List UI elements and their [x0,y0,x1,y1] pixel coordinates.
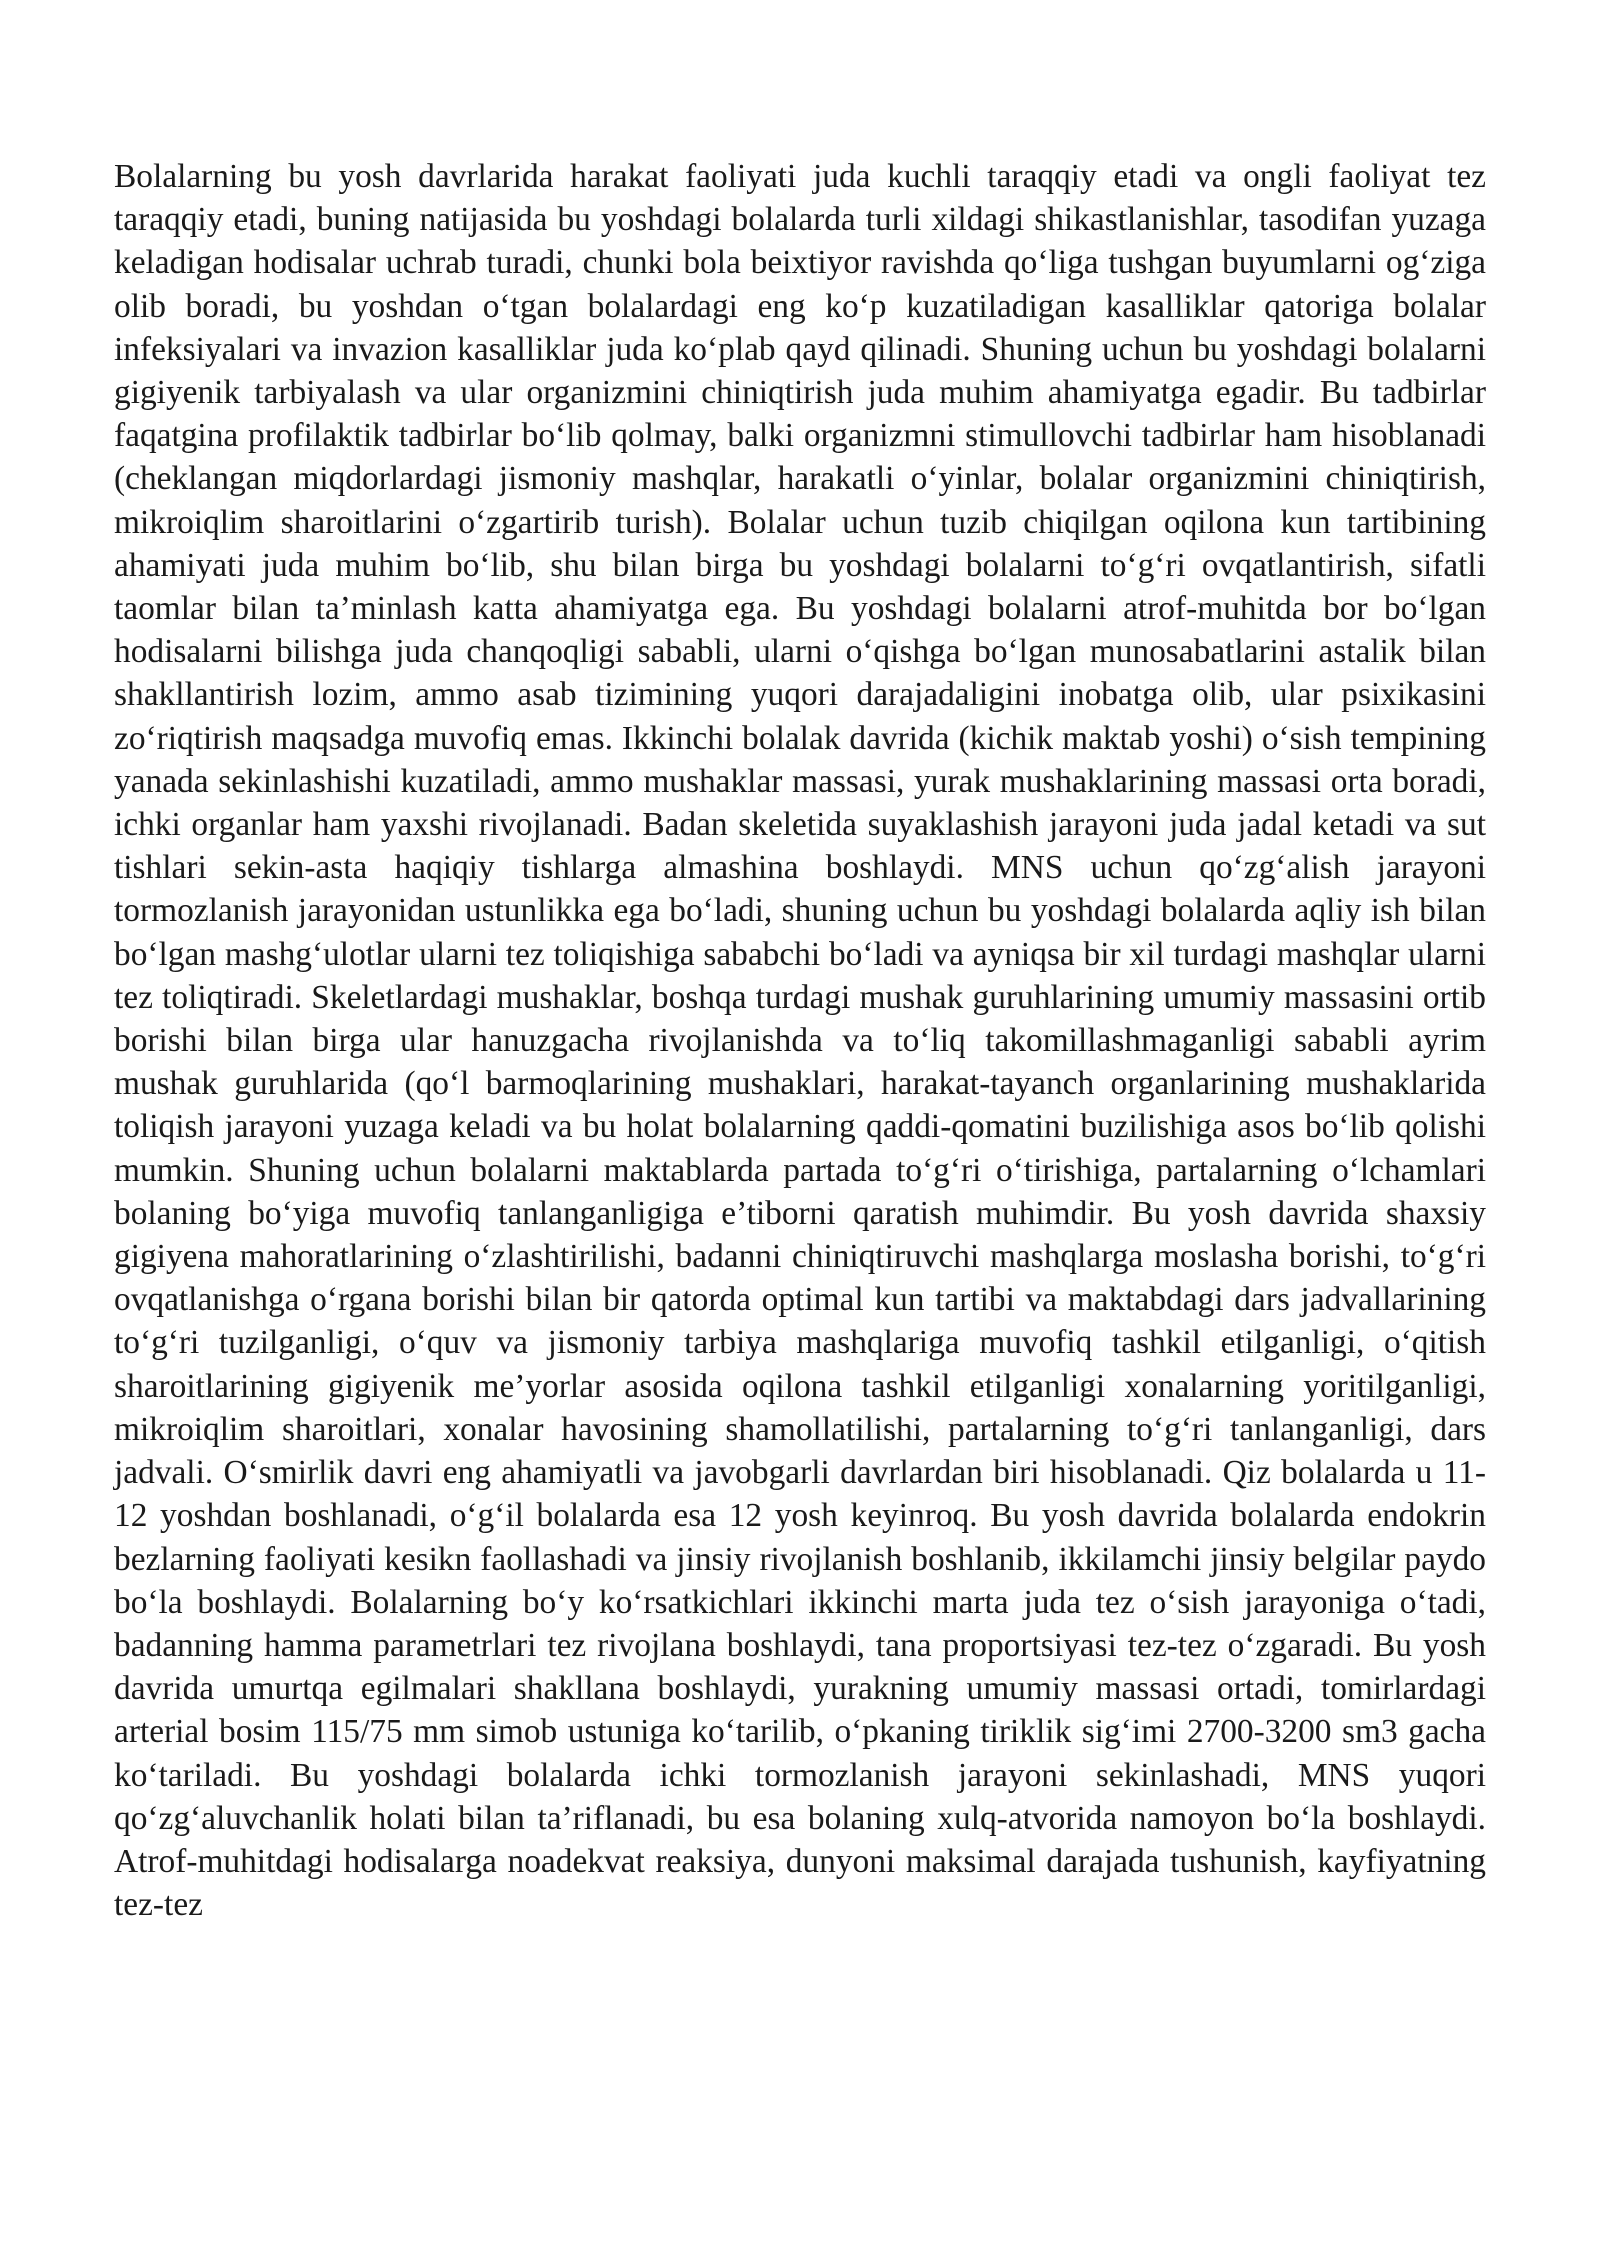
body-paragraph: Bolalarning bu yosh davrlarida harakat faoliyati juda kuchli taraqqiy etadi va ongli faoliyat tez taraqqiy etadi, buning natijasida bu yoshdagi bolalarda turli xildagi shikastlanishlar, tasodifan yuzaga keladigan hodisalar uchrab turadi, chunki bola beixtiyor ravishda qo‘liga tushgan buyumlarni og‘ziga olib boradi, bu yoshdan o‘tgan bolalardagi eng ko‘p kuzatiladigan kasalliklar qatoriga bolalar infeksiyalari va invazion kasalliklar juda ko‘plab qayd qilinadi. Shuning uchun bu yoshdagi bolalarni gigiyenik tarbiyalash va ular organizmini chiniqtirish juda muhim ahamiyatga egadir. Bu tadbirlar faqatgina profilaktik tadbirlar bo‘lib qolmay, balki organizmni stimullovchi tadbirlar ham hisoblanadi (cheklangan miqdorlardagi jismoniy mashqlar, harakatli o‘yinlar, bolalar organizmini chiniqtirish, mikroiqlim sharoitlarini o‘zgartirib turish). Bolalar uchun tuzib chiqilgan oqilona kun tartibining ahamiyati juda muhim bo‘lib, shu bilan birga bu yoshdagi bolalarni to‘g‘ri ovqatlantirish, sifatli taomlar bilan ta’minlash katta ahamiyatga ega. Bu yoshdagi bolalarni atrof-muhitda bor bo‘lgan hodisalarni bilishga juda chanqoqligi sababli, ularni o‘qishga bo‘lgan munosabatlarini astalik bilan shakllantirish lozim, ammo asab tizimining yuqori darajadaligini inobatga olib, ular psixikasini zo‘riqtirish maqsadga muvofiq emas. Ikkinchi bolalak davrida (kichik maktab yoshi) o‘sish tempining yanada sekinlashishi kuzatiladi, ammo mushaklar massasi, yurak mushaklarining massasi orta boradi, ichki organlar ham yaxshi rivojlanadi. Badan skeletida suyaklashish jarayoni juda jadal ketadi va sut tishlari sekin-asta haqiqiy tishlarga almashina boshlaydi. MNS uchun qo‘zg‘alish jarayoni tormozlanish jarayonidan ustunlikka ega bo‘ladi, shuning uchun bu yoshdagi bolalarda aqliy ish bilan bo‘lgan mashg‘ulotlar ularni tez toliqishiga sababchi bo‘ladi va ayniqsa bir xil turdagi mashqlar ularni tez toliqtiradi. Skeletlardagi mushaklar, boshqa turdagi mushak guruhlarining umumiy massasini ortib borishi bilan birga ular hanuzgacha rivojlanishda va to‘liq takomillashmaganligi sababli ayrim mushak guruhlarida (qo‘l barmoqlarining mushaklari, harakat-tayanch organlarining mushaklarida toliqish jarayoni yuzaga keladi va bu holat bolalarning qaddi-qomatini buzilishiga asos bo‘lib qolishi mumkin. Shuning uchun bolalarni maktablarda partada to‘g‘ri o‘tirishiga, partalarning o‘lchamlari bolaning bo‘yiga muvofiq tanlanganligiga e’tiborni qaratish muhimdir. Bu yosh davrida shaxsiy gigiyena mahoratlarining o‘zlashtirilishi, badanni chiniqtiruvchi mashqlarga moslasha borishi, to‘g‘ri ovqatlanishga o‘rgana borishi bilan bir qatorda optimal kun tartibi va maktabdagi dars jadvallarining to‘g‘ri tuzilganligi, o‘quv va jismoniy tarbiya mashqlariga muvofiq tashkil etilganligi, o‘qitish sharoitlarining gigiyenik me’yorlar asosida oqilona tashkil etilganligi xonalarning yoritilganligi, mikroiqlim sharoitlari, xonalar havosining shamollatilishi, partalarning to‘g‘ri tanlanganligi, dars jadvali. O‘smirlik davri eng ahamiyatli va javobgarli davrlardan biri hisoblanadi. Qiz bolalarda u 11-12 yoshdan boshlanadi, o‘g‘il bolalarda esa 12 yosh keyinroq. Bu yosh davrida bolalarda endokrin bezlarning faoliyati kesikn faollashadi va jinsiy rivojlanish boshlanib, ikkilamchi jinsiy belgilar paydo bo‘la boshlaydi. Bolalarning bo‘y ko‘rsatkichlari ikkinchi marta juda tez o‘sish jarayoniga o‘tadi, badanning hamma parametrlari tez rivojlana boshlaydi, tana proportsiyasi tez-tez o‘zgaradi. Bu yosh davrida umurtqa egilmalari shakllana boshlaydi, yurakning umumiy massasi ortadi, tomirlardagi arterial bosim 115/75 mm simob ustuniga ko‘tarilib, o‘pkaning tiriklik sig‘imi 2700-3200 sm3 gacha ko‘tariladi. Bu yoshdagi bolalarda ichki tormozlanish jarayoni sekinlashadi, MNS yuqori qo‘zg‘aluvchanlik holati bilan ta’riflanadi, bu esa bolaning xulq-atvorida namoyon bo‘la boshlaydi. Atrof-muhitdagi hodisalarga noadekvat reaksiya, dunyoni maksimal darajada tushunish, kayfiyatning tez-tez [114,158,1486,1924]
